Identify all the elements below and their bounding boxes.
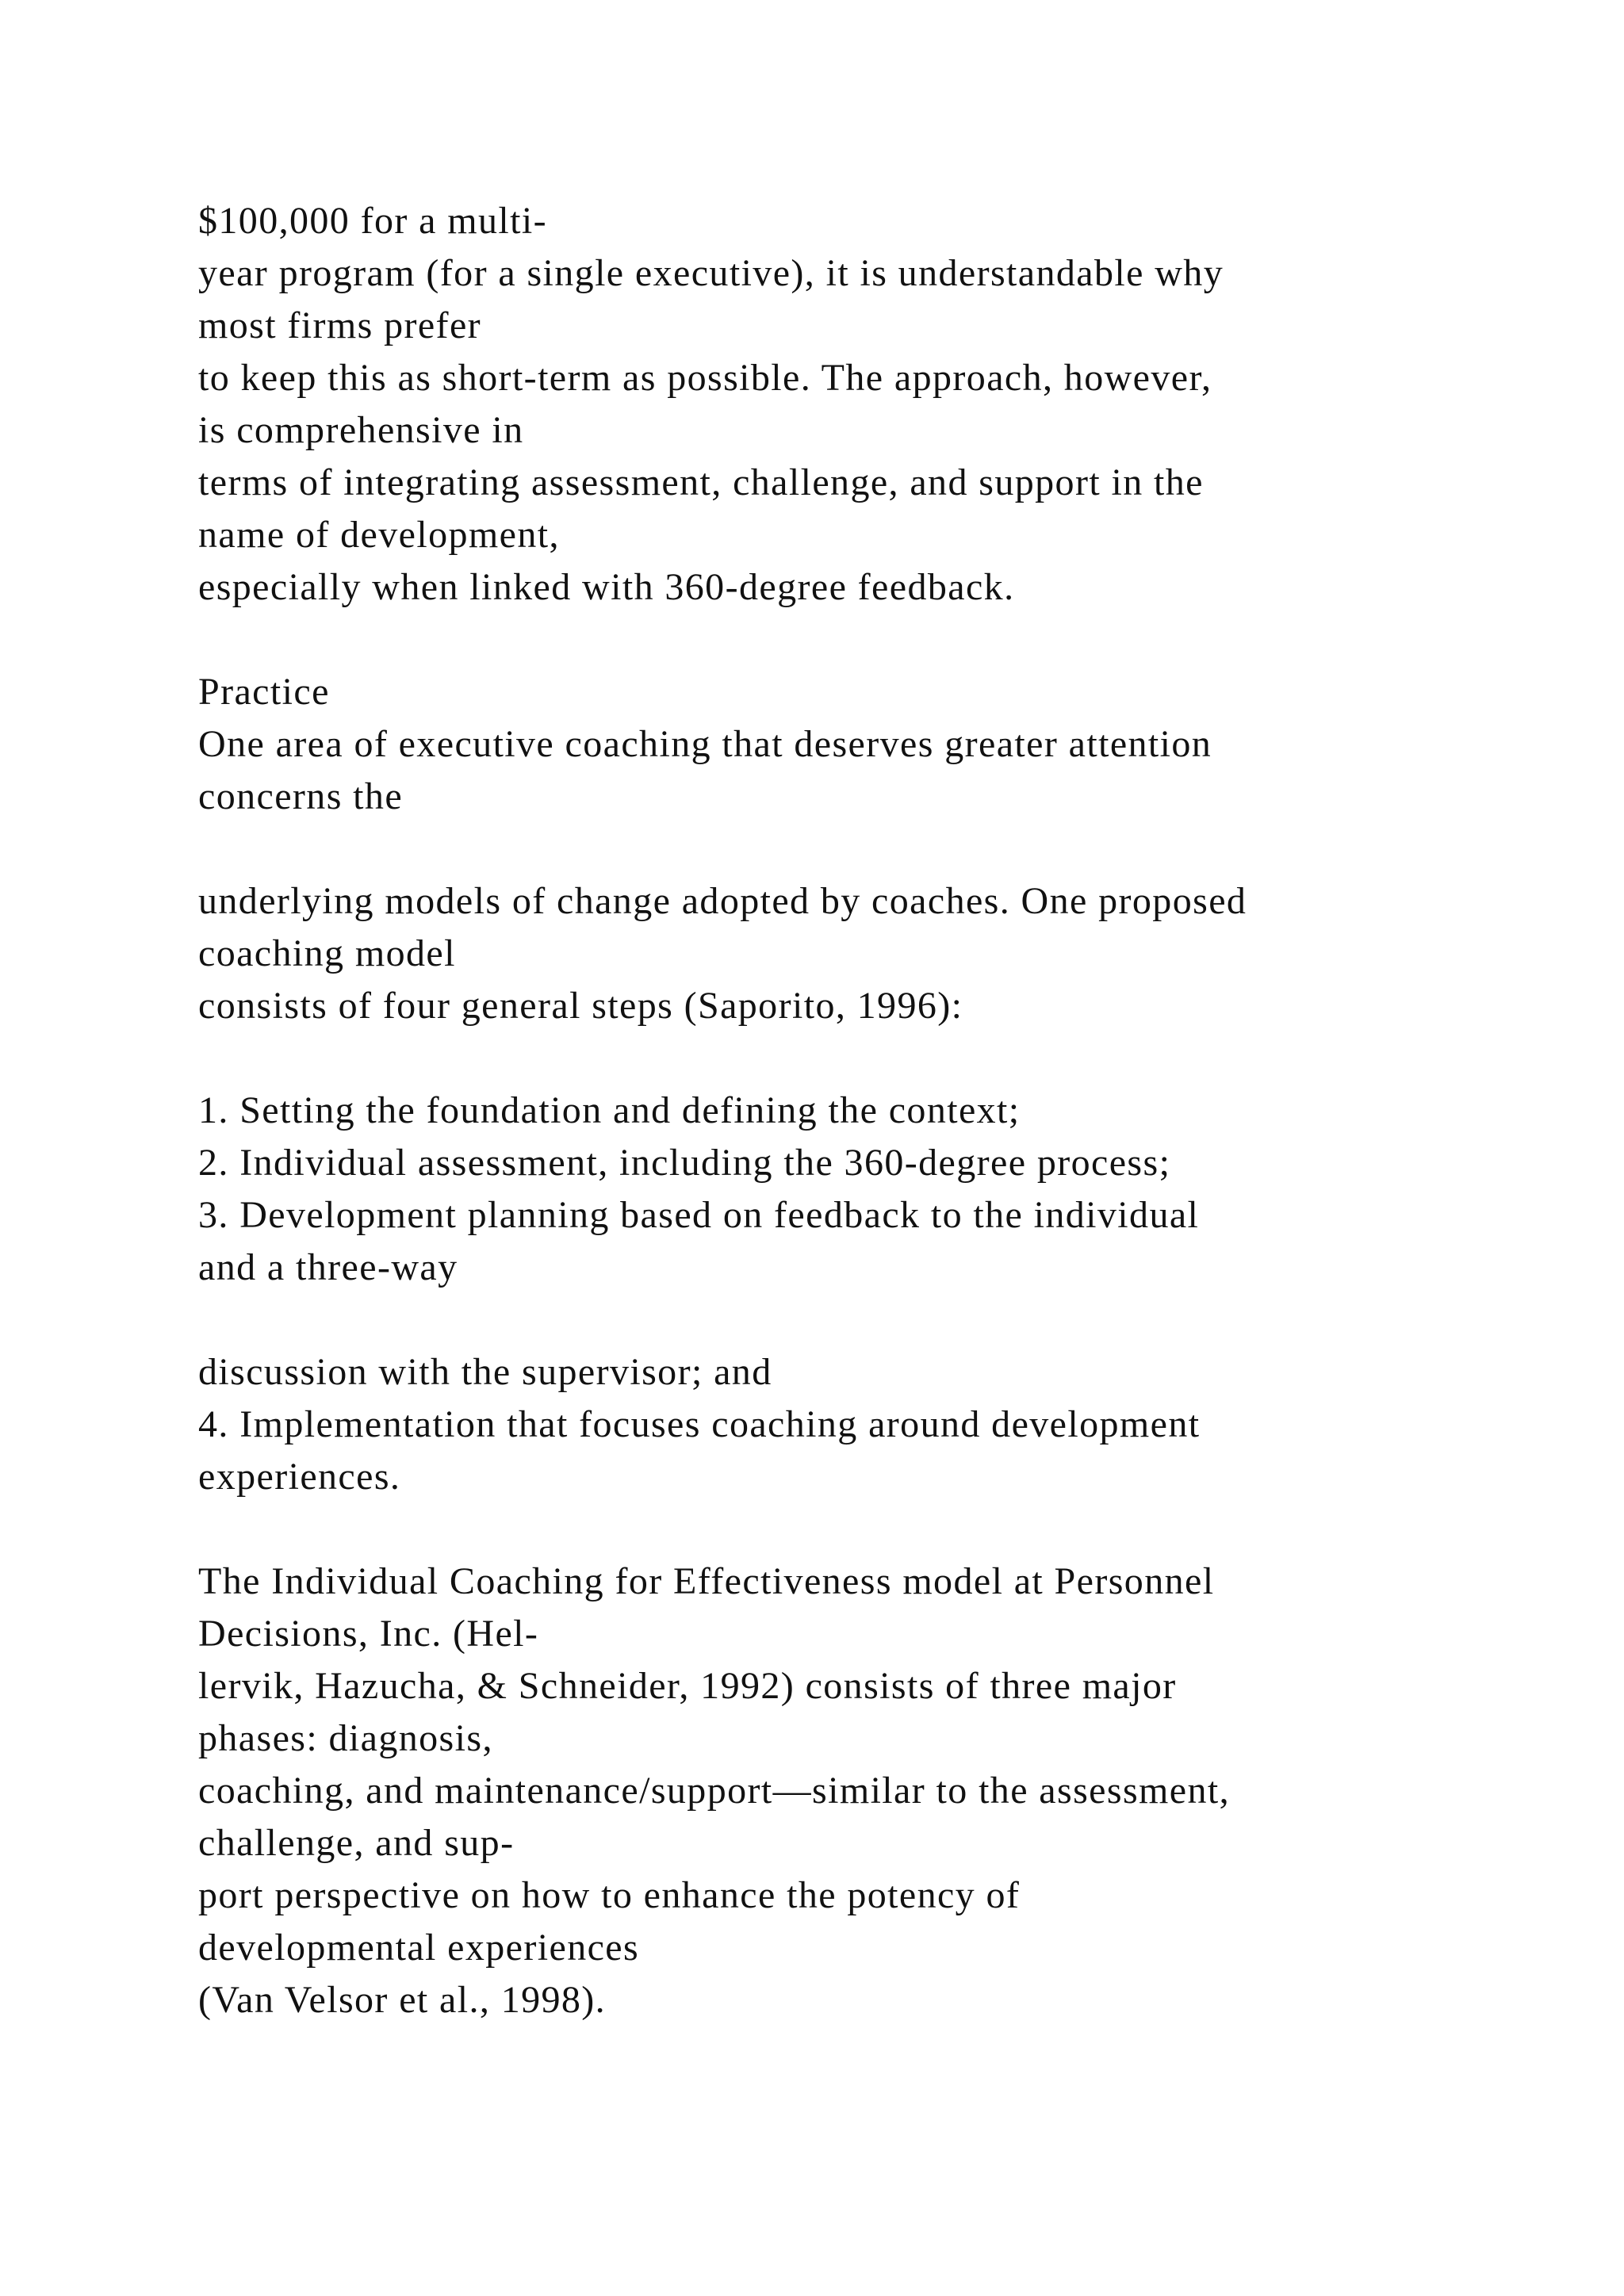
text-line: especially when linked with 360-degree feedback. [198,566,1015,608]
text-line: Decisions, Inc. (Hel- [198,1613,539,1655]
text-line: year program (for a single executive), it is understandable why [198,252,1224,294]
list-item: 4. Implementation that focuses coaching around development [198,1403,1201,1445]
text-line: name of development, [198,514,560,556]
text-line: phases: diagnosis, [198,1717,493,1759]
blank-line [198,1503,1467,1556]
text-line: most firms prefer [198,304,482,346]
text-line: (Van Velsor et al., 1998). [198,1979,607,2021]
list-item-continuation: and a three-way [198,1246,458,1288]
text-line: to keep this as short-term as possible. The approach, however, [198,357,1212,399]
list-item-continuation: experiences. [198,1456,401,1498]
blank-line [198,614,1467,666]
list-item: 3. Development planning based on feedback to the individual [198,1194,1200,1236]
text-line: port perspective on how to enhance the potency of [198,1874,1021,1916]
text-line: lervik, Hazucha, & Schneider, 1992) consists of three major [198,1665,1177,1707]
text-line: $100,000 for a multi- [198,200,548,242]
text-line: coaching model [198,932,456,974]
text-line: The Individual Coaching for Effectiveness model at Personnel [198,1560,1215,1602]
text-line: concerns the [198,775,404,817]
text-line: developmental experiences [198,1927,640,1969]
text-line: is comprehensive in [198,409,524,451]
text-line: underlying models of change adopted by coaches. One proposed [198,880,1247,922]
section-heading: Practice [198,671,330,713]
blank-line [198,1294,1467,1346]
blank-line [198,823,1467,875]
text-line: coaching, and maintenance/support—similar to the assessment, [198,1770,1231,1812]
text-line: consists of four general steps (Saporito, 1996): [198,985,963,1027]
document-text-body [198,195,1467,2026]
list-item: 1. Setting the foundation and defining the context; [198,1089,1021,1131]
list-item: 2. Individual assessment, including the 360-degree process; [198,1142,1171,1184]
list-item-continuation: discussion with the supervisor; and [198,1351,772,1393]
text-line: One area of executive coaching that deserves greater attention [198,723,1212,765]
text-line: terms of integrating assessment, challenge, and support in the [198,461,1204,503]
blank-line [198,1032,1467,1085]
text-line: challenge, and sup- [198,1822,515,1864]
